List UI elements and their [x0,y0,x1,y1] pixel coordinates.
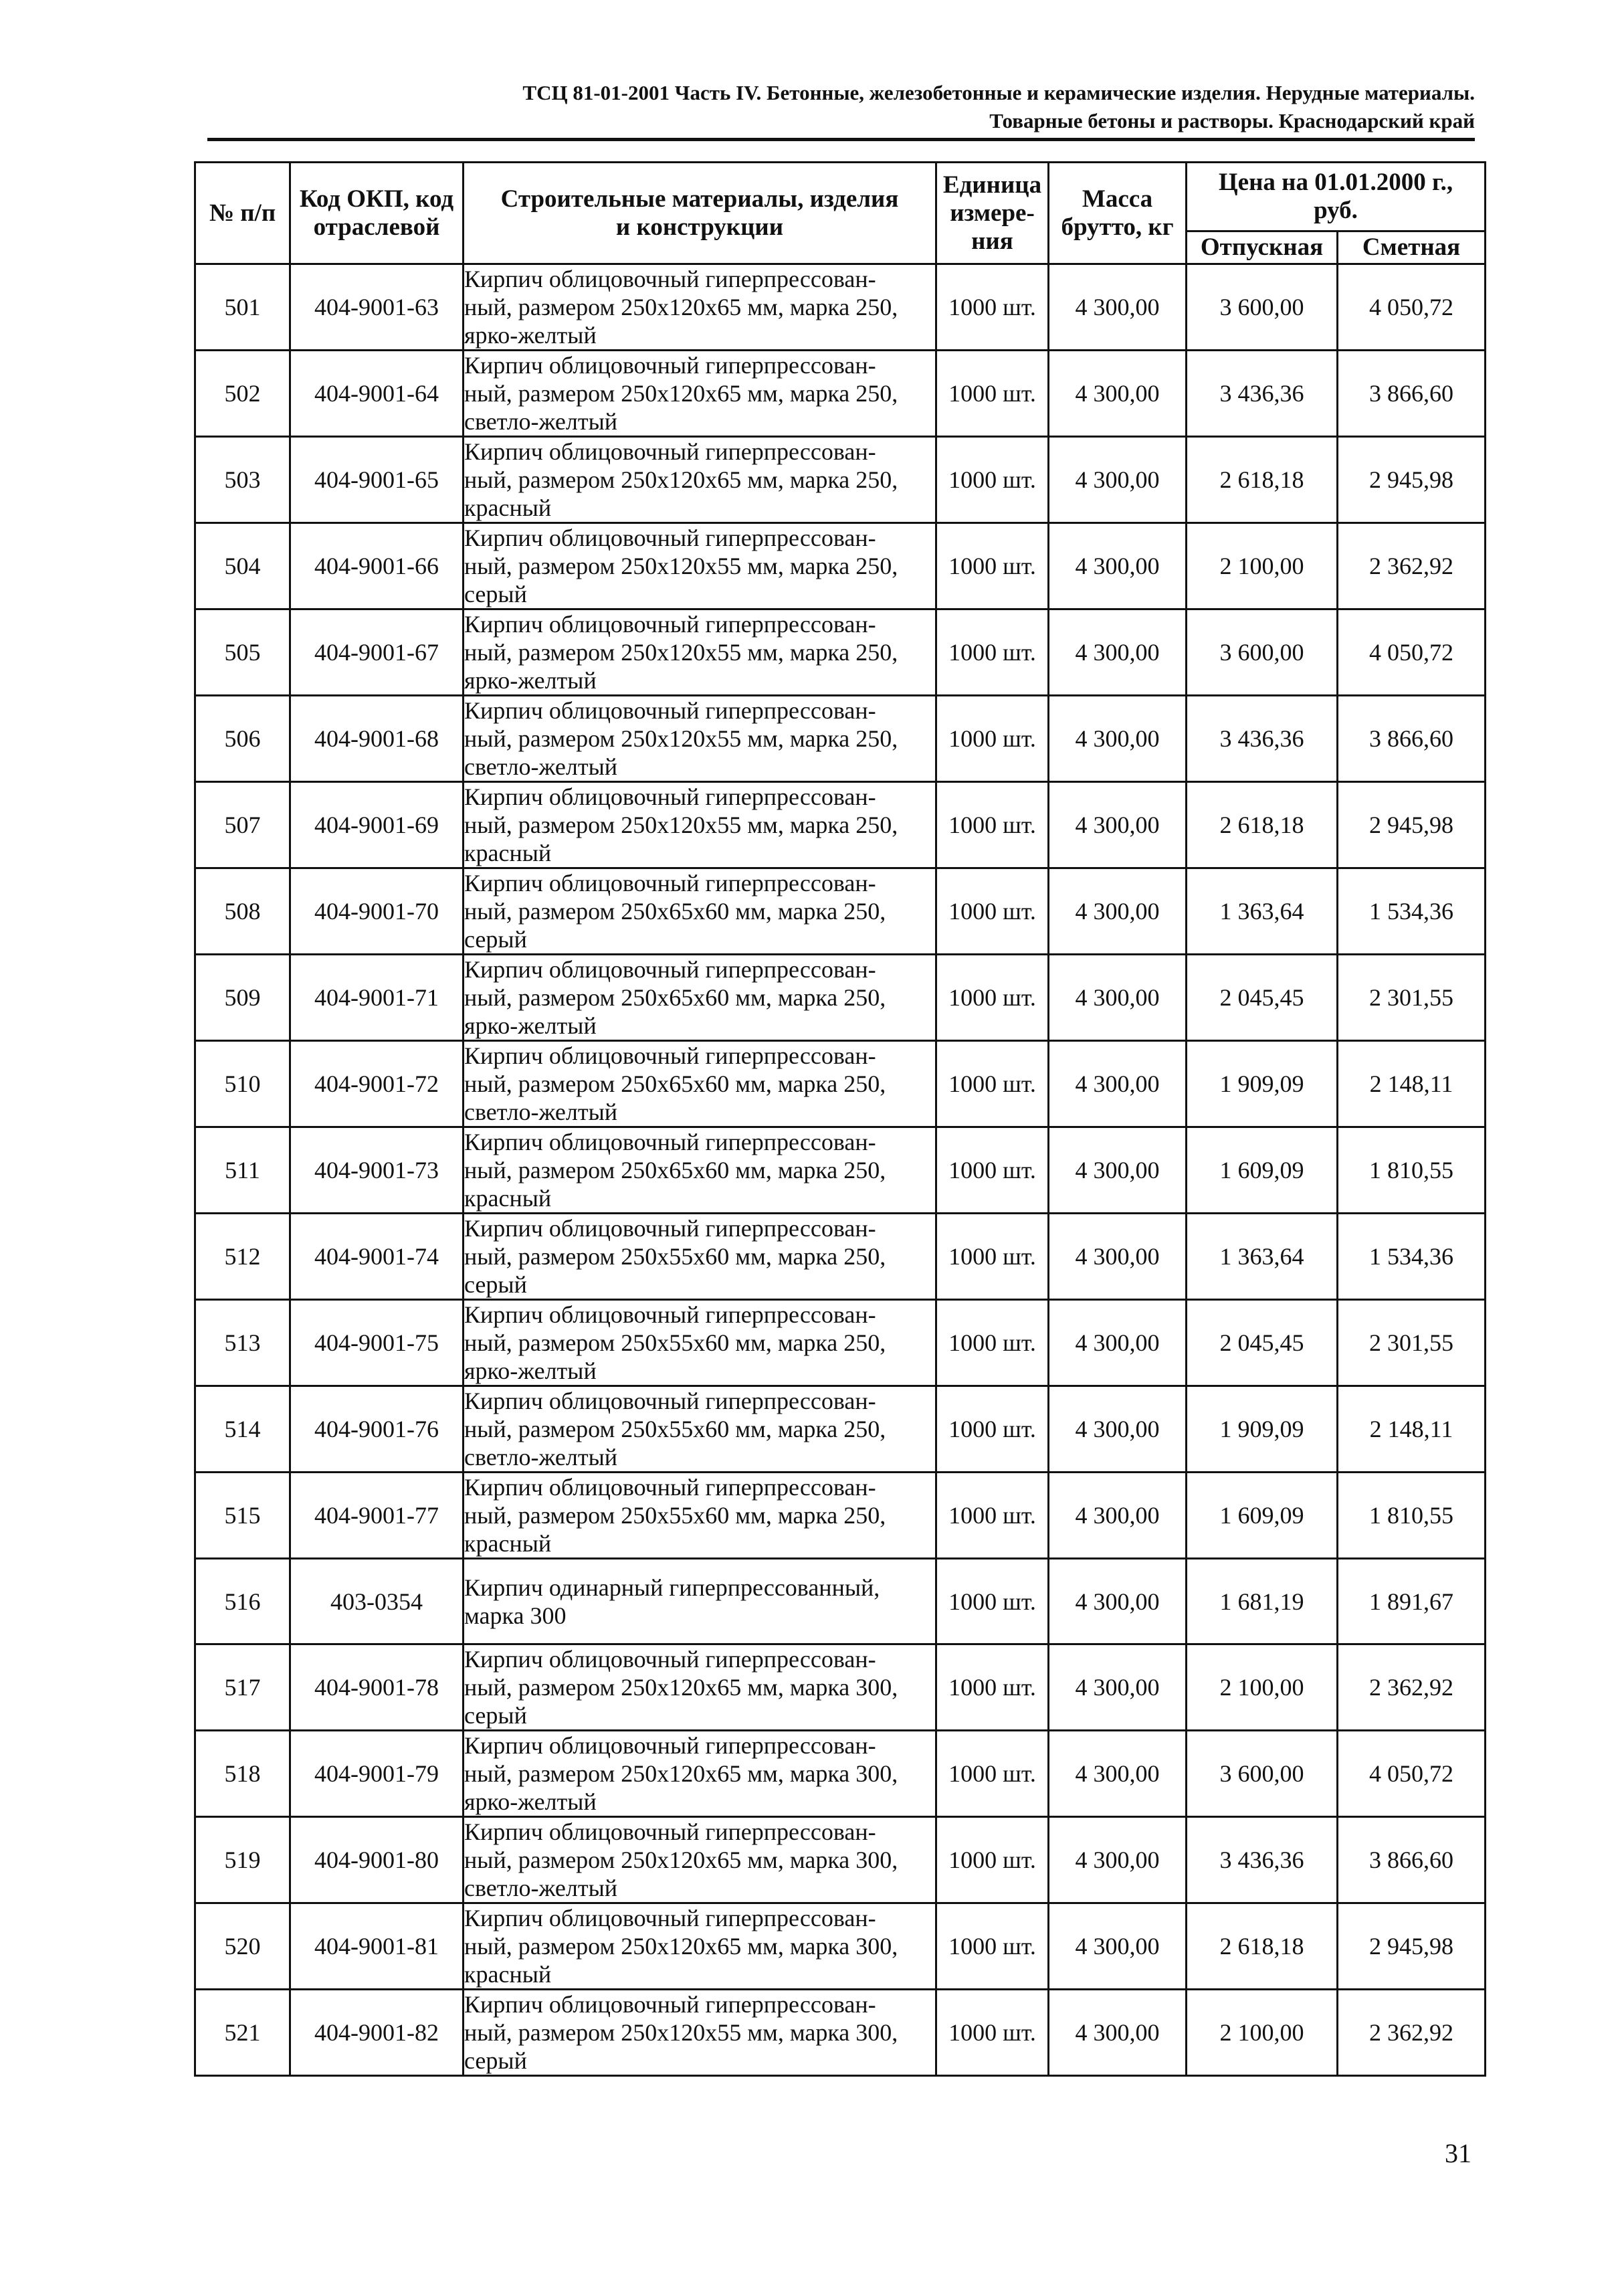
row-code: 404-9001-71 [290,955,464,1041]
row-description [464,1127,936,1214]
description-line: Кирпич облицовочный гиперпрессован- [464,1646,876,1673]
description-line: светло-желтый [464,1875,618,1901]
row-num: 505 [195,609,290,696]
row-description [464,1473,936,1559]
row-release-price: 1 909,09 [1187,1041,1338,1127]
description-line: серый [464,926,527,953]
description-line: красный [464,1530,552,1557]
description-line: Кирпич облицовочный гиперпрессован- [464,438,876,465]
description-line: Кирпич облицовочный гиперпрессован- [464,697,876,724]
row-release-price: 3 436,36 [1187,696,1338,782]
row-description [464,264,936,351]
row-code: 404-9001-72 [290,1041,464,1127]
description-line: ный, размером 250х120х55 мм, марка 250, [464,812,898,838]
row-num: 513 [195,1300,290,1386]
description-line: Кирпич облицовочный гиперпрессован- [464,1215,876,1242]
description-line: ный, размером 250х120х55 мм, марка 250, [464,725,898,752]
row-code: 404-9001-67 [290,609,464,696]
row-release-price: 1 681,19 [1187,1559,1338,1644]
row-mass: 4 300,00 [1049,1559,1187,1644]
row-estimate-price: 2 301,55 [1338,955,1486,1041]
table-row [195,1817,1486,1903]
row-mass: 4 300,00 [1049,1300,1187,1386]
row-unit: 1000 шт. [936,1473,1049,1559]
row-description [464,1386,936,1473]
description-line: серый [464,1702,527,1729]
row-description [464,1990,936,2076]
row-mass: 4 300,00 [1049,1990,1187,2076]
description-line: серый [464,2047,527,2074]
row-mass: 4 300,00 [1049,1644,1187,1731]
row-unit: 1000 шт. [936,1041,1049,1127]
description-line: ный, размером 250х55х60 мм, марка 250, [464,1329,886,1356]
header-line-2: Товарные бетоны и растворы. Краснодарский край [989,109,1475,132]
row-mass: 4 300,00 [1049,1127,1187,1214]
row-estimate-price: 3 866,60 [1338,696,1486,782]
row-estimate-price: 4 050,72 [1338,609,1486,696]
row-unit: 1000 шт. [936,1559,1049,1644]
row-unit: 1000 шт. [936,1731,1049,1817]
row-description [464,609,936,696]
description-line: ный, размером 250х120х65 мм, марка 300, [464,1847,898,1873]
row-release-price: 3 436,36 [1187,351,1338,437]
row-mass: 4 300,00 [1049,264,1187,351]
description-line: Кирпич облицовочный гиперпрессован- [464,1042,876,1069]
header-mass: Масса брутто, кг [1049,163,1187,264]
row-unit: 1000 шт. [936,1644,1049,1731]
row-release-price: 3 600,00 [1187,1731,1338,1817]
row-code: 403-0354 [290,1559,464,1644]
row-mass: 4 300,00 [1049,1214,1187,1300]
description-line: ярко-желтый [464,322,597,349]
row-release-price: 2 618,18 [1187,782,1338,868]
description-line: ный, размером 250х65х60 мм, марка 250, [464,1157,886,1184]
row-estimate-price: 3 866,60 [1338,351,1486,437]
row-estimate-price: 2 945,98 [1338,782,1486,868]
row-code: 404-9001-69 [290,782,464,868]
row-description [464,351,936,437]
row-code: 404-9001-66 [290,523,464,609]
row-mass: 4 300,00 [1049,609,1187,696]
row-unit: 1000 шт. [936,609,1049,696]
row-description [464,1731,936,1817]
description-line: ный, размером 250х55х60 мм, марка 250, [464,1502,886,1529]
row-code: 404-9001-63 [290,264,464,351]
row-release-price: 1 363,64 [1187,1214,1338,1300]
row-estimate-price: 2 362,92 [1338,1990,1486,2076]
header-estimate-price: Сметная [1338,231,1486,264]
row-release-price: 1 609,09 [1187,1473,1338,1559]
row-mass: 4 300,00 [1049,955,1187,1041]
description-line: Кирпич облицовочный гиперпрессован- [464,1991,876,2018]
header-release-price: Отпускная [1187,231,1338,264]
row-num: 520 [195,1903,290,1990]
description-line: светло-желтый [464,753,618,780]
table-row [195,696,1486,782]
header-num: № п/п [195,163,290,264]
description-line: светло-желтый [464,1099,618,1125]
header-price: Цена на 01.01.2000 г., руб. [1187,163,1486,231]
description-line: светло-желтый [464,1444,618,1471]
row-num: 506 [195,696,290,782]
row-num: 521 [195,1990,290,2076]
row-estimate-price: 1 534,36 [1338,1214,1486,1300]
description-line: ный, размером 250х65х60 мм, марка 250, [464,984,886,1011]
row-code: 404-9001-68 [290,696,464,782]
row-code: 404-9001-75 [290,1300,464,1386]
description-line: красный [464,840,552,866]
header-code: Код ОКП, код отраслевой [290,163,464,264]
description-line: ярко-желтый [464,1012,597,1039]
row-code: 404-9001-73 [290,1127,464,1214]
row-description [464,1903,936,1990]
row-num: 508 [195,868,290,955]
table-row [195,1559,1486,1644]
row-mass: 4 300,00 [1049,1473,1187,1559]
row-estimate-price: 2 945,98 [1338,1903,1486,1990]
row-estimate-price: 2 362,92 [1338,523,1486,609]
row-estimate-price: 4 050,72 [1338,264,1486,351]
row-mass: 4 300,00 [1049,1386,1187,1473]
description-line: ный, размером 250х120х65 мм, марка 300, [464,1674,898,1701]
description-line: ный, размером 250х55х60 мм, марка 250, [464,1243,886,1270]
row-estimate-price: 3 866,60 [1338,1817,1486,1903]
row-mass: 4 300,00 [1049,523,1187,609]
row-estimate-price: 2 148,11 [1338,1041,1486,1127]
table-body [195,264,1486,2076]
table-row [195,1214,1486,1300]
row-unit: 1000 шт. [936,1903,1049,1990]
table-row [195,955,1486,1041]
description-line: ный, размером 250х65х60 мм, марка 250, [464,898,886,925]
table-row [195,1041,1486,1127]
table-row [195,1127,1486,1214]
row-num: 504 [195,523,290,609]
row-description [464,523,936,609]
description-line: Кирпич облицовочный гиперпрессован- [464,783,876,810]
row-description [464,1214,936,1300]
table-row [195,1903,1486,1990]
description-line: ярко-желтый [464,667,597,694]
row-description [464,868,936,955]
description-line: Кирпич облицовочный гиперпрессован- [464,352,876,379]
row-num: 511 [195,1127,290,1214]
row-estimate-price: 2 362,92 [1338,1644,1486,1731]
description-line: Кирпич облицовочный гиперпрессован- [464,1388,876,1414]
description-line: Кирпич облицовочный гиперпрессован- [464,611,876,638]
table-row [195,868,1486,955]
row-release-price: 1 609,09 [1187,1127,1338,1214]
row-unit: 1000 шт. [936,955,1049,1041]
table-row [195,1644,1486,1731]
row-unit: 1000 шт. [936,351,1049,437]
row-unit: 1000 шт. [936,1817,1049,1903]
table-row [195,523,1486,609]
header-unit: Единица измере- ния [936,163,1049,264]
materials-price-table [194,161,1486,2077]
row-estimate-price: 2 301,55 [1338,1300,1486,1386]
row-code: 404-9001-64 [290,351,464,437]
row-release-price: 2 100,00 [1187,1990,1338,2076]
description-line: Кирпич облицовочный гиперпрессован- [464,870,876,896]
description-line: ярко-желтый [464,1357,597,1384]
table-row [195,1731,1486,1817]
row-num: 516 [195,1559,290,1644]
description-line: ный, размером 250х120х65 мм, марка 250, [464,380,898,407]
row-release-price: 1 363,64 [1187,868,1338,955]
row-num: 512 [195,1214,290,1300]
row-unit: 1000 шт. [936,696,1049,782]
row-code: 404-9001-81 [290,1903,464,1990]
row-code: 404-9001-70 [290,868,464,955]
row-description [464,696,936,782]
row-code: 404-9001-78 [290,1644,464,1731]
row-num: 514 [195,1386,290,1473]
row-code: 404-9001-77 [290,1473,464,1559]
table-row [195,437,1486,523]
description-line: марка 300 [464,1602,567,1629]
row-release-price: 2 100,00 [1187,523,1338,609]
row-num: 501 [195,264,290,351]
row-code: 404-9001-79 [290,1731,464,1817]
description-line: Кирпич облицовочный гиперпрессован- [464,1818,876,1845]
row-release-price: 1 909,09 [1187,1386,1338,1473]
row-code: 404-9001-65 [290,437,464,523]
row-code: 404-9001-74 [290,1214,464,1300]
table-row [195,782,1486,868]
row-release-price: 3 600,00 [1187,264,1338,351]
row-num: 503 [195,437,290,523]
row-description [464,437,936,523]
row-estimate-price: 1 810,55 [1338,1473,1486,1559]
row-num: 510 [195,1041,290,1127]
row-num: 507 [195,782,290,868]
description-line: ный, размером 250х120х65 мм, марка 300, [464,1760,898,1787]
description-line: ный, размером 250х55х60 мм, марка 250, [464,1416,886,1442]
row-release-price: 3 600,00 [1187,609,1338,696]
description-line: красный [464,1185,552,1212]
page-number: 31 [1445,2138,1471,2168]
row-unit: 1000 шт. [936,782,1049,868]
row-num: 502 [195,351,290,437]
row-estimate-price: 2 945,98 [1338,437,1486,523]
row-unit: 1000 шт. [936,1386,1049,1473]
row-num: 517 [195,1644,290,1731]
description-line: Кирпич облицовочный гиперпрессован- [464,956,876,983]
description-line: Кирпич облицовочный гиперпрессован- [464,266,876,292]
row-num: 515 [195,1473,290,1559]
description-line: ярко-желтый [464,1788,597,1815]
description-line: Кирпич облицовочный гиперпрессован- [464,1732,876,1759]
table-row [195,1990,1486,2076]
row-mass: 4 300,00 [1049,1817,1187,1903]
row-unit: 1000 шт. [936,1127,1049,1214]
row-release-price: 2 618,18 [1187,1903,1338,1990]
table-row [195,1300,1486,1386]
description-line: Кирпич облицовочный гиперпрессован- [464,1905,876,1931]
row-mass: 4 300,00 [1049,696,1187,782]
table-row [195,1473,1486,1559]
header-line-1: ТСЦ 81-01-2001 Часть IV. Бетонные, железобетонные и керамические изделия. Нерудные материалы. [522,81,1475,104]
description-line: ный, размером 250х120х65 мм, марка 250, [464,294,898,320]
description-line: ный, размером 250х120х65 мм, марка 250, [464,466,898,493]
row-unit: 1000 шт. [936,1300,1049,1386]
row-mass: 4 300,00 [1049,1903,1187,1990]
row-description [464,1041,936,1127]
description-line: Кирпич облицовочный гиперпрессован- [464,525,876,551]
description-line: серый [464,581,527,607]
row-estimate-price: 1 810,55 [1338,1127,1486,1214]
header-rule [207,138,1475,141]
row-code: 404-9001-82 [290,1990,464,2076]
row-unit: 1000 шт. [936,437,1049,523]
row-num: 509 [195,955,290,1041]
table-row [195,1386,1486,1473]
description-line: Кирпич одинарный гиперпрессованный, [464,1574,880,1601]
row-code: 404-9001-80 [290,1817,464,1903]
row-mass: 4 300,00 [1049,1731,1187,1817]
description-line: красный [464,494,552,521]
description-line: красный [464,1961,552,1988]
row-num: 519 [195,1817,290,1903]
row-release-price: 2 045,45 [1187,1300,1338,1386]
row-unit: 1000 шт. [936,264,1049,351]
description-line: Кирпич облицовочный гиперпрессован- [464,1301,876,1328]
row-release-price: 2 618,18 [1187,437,1338,523]
table-row [195,609,1486,696]
row-release-price: 3 436,36 [1187,1817,1338,1903]
row-mass: 4 300,00 [1049,351,1187,437]
description-line: ный, размером 250х120х65 мм, марка 300, [464,1933,898,1960]
row-description [464,1300,936,1386]
row-estimate-price: 2 148,11 [1338,1386,1486,1473]
row-description [464,782,936,868]
page-header [207,79,1475,135]
table-row [195,264,1486,351]
description-line: ный, размером 250х65х60 мм, марка 250, [464,1070,886,1097]
row-num: 518 [195,1731,290,1817]
row-description [464,955,936,1041]
row-code: 404-9001-76 [290,1386,464,1473]
row-mass: 4 300,00 [1049,437,1187,523]
row-mass: 4 300,00 [1049,1041,1187,1127]
row-description [464,1817,936,1903]
description-line: серый [464,1271,527,1298]
row-release-price: 2 045,45 [1187,955,1338,1041]
row-mass: 4 300,00 [1049,868,1187,955]
row-description [464,1644,936,1731]
row-unit: 1000 шт. [936,1214,1049,1300]
row-unit: 1000 шт. [936,868,1049,955]
header-materials: Строительные материалы, изделия и конструкции [464,163,936,264]
description-line: ный, размером 250х120х55 мм, марка 300, [464,2019,898,2046]
row-unit: 1000 шт. [936,1990,1049,2076]
description-line: Кирпич облицовочный гиперпрессован- [464,1474,876,1501]
row-description [464,1559,936,1644]
description-line: Кирпич облицовочный гиперпрессован- [464,1129,876,1155]
row-release-price: 2 100,00 [1187,1644,1338,1731]
row-estimate-price: 1 891,67 [1338,1559,1486,1644]
table-row [195,351,1486,437]
description-line: ный, размером 250х120х55 мм, марка 250, [464,639,898,666]
description-line: светло-желтый [464,408,618,435]
row-mass: 4 300,00 [1049,782,1187,868]
row-estimate-price: 1 534,36 [1338,868,1486,955]
description-line: ный, размером 250х120х55 мм, марка 250, [464,553,898,579]
row-estimate-price: 4 050,72 [1338,1731,1486,1817]
row-unit: 1000 шт. [936,523,1049,609]
